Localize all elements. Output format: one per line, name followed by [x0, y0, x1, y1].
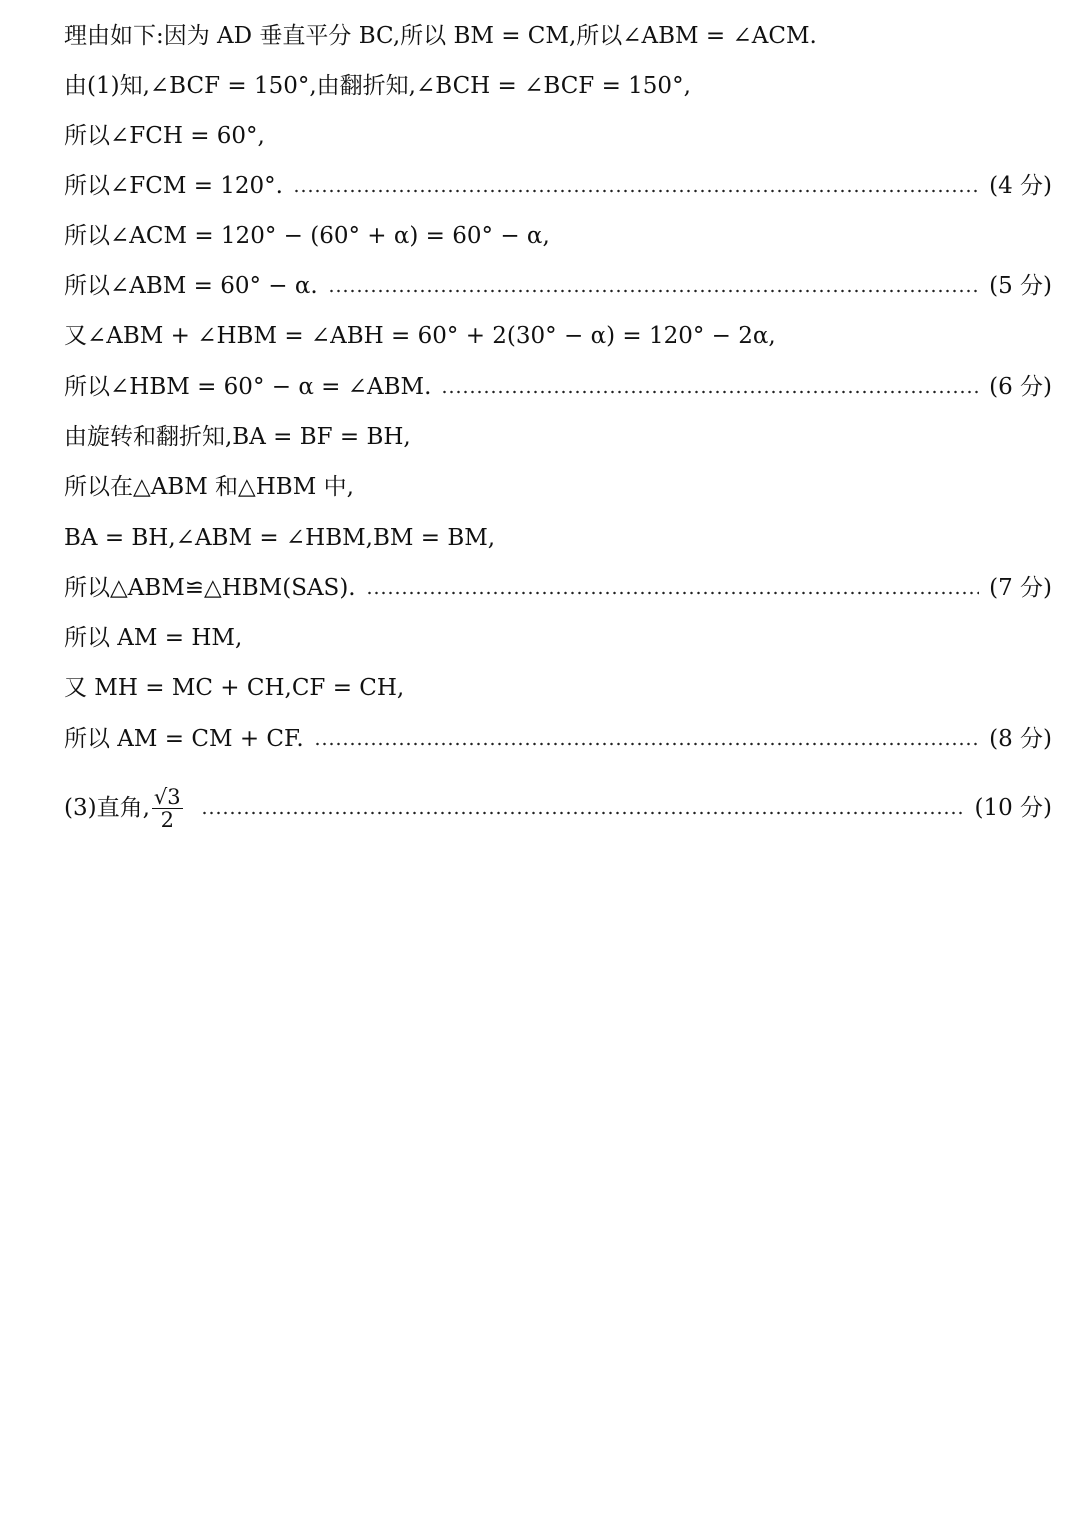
solution-text: 所以∠FCM = 120°.: [64, 173, 283, 199]
score-label: (7 分): [989, 575, 1052, 601]
solution-line-9: [64, 417, 1052, 457]
dot-leader: [328, 266, 979, 306]
solution-text: 所以 AM = CM + CF.: [64, 726, 304, 752]
part-3-line: [64, 780, 1052, 836]
solution-text: 由(1)知,∠BCF = 150°,由翻折知,∠BCH = ∠BCF = 150°,: [64, 73, 691, 99]
solution-line-15: [64, 719, 1052, 759]
solution-text: 理由如下:因为 AD 垂直平分 BC,所以 BM = CM,所以∠ABM = ∠ACM.: [64, 23, 817, 49]
solution-line-13: [64, 618, 1052, 658]
part-3-text: (3)直角,: [64, 795, 150, 821]
dot-leader: [201, 788, 965, 828]
solution-line-14: [64, 668, 1052, 708]
solution-text: 所以在△ABM 和△HBM 中,: [64, 474, 354, 500]
score-label: (5 分): [989, 273, 1052, 299]
score-label: (10 分): [974, 795, 1052, 821]
solution-line-7: [64, 316, 1052, 356]
solution-text: 所以 AM = HM,: [64, 625, 243, 651]
fraction-numerator: √3: [153, 784, 181, 809]
solution-line-12: [64, 568, 1052, 608]
solution-line-1: [64, 16, 1052, 56]
solution-text: 所以△ABM≌△HBM(SAS).: [64, 575, 356, 601]
score-label: (6 分): [989, 374, 1052, 400]
solution-line-10: [64, 467, 1052, 507]
solution-text: BA = BH,∠ABM = ∠HBM,BM = BM,: [64, 525, 496, 551]
solution-line-11: [64, 518, 1052, 558]
score-label: (4 分): [989, 173, 1052, 199]
solution-line-6: [64, 266, 1052, 306]
solution-text: 又∠ABM + ∠HBM = ∠ABH = 60° + 2(30° − α) = 120° − 2α,: [64, 323, 776, 349]
solution-line-5: [64, 216, 1052, 256]
solution-text: 由旋转和翻折知,BA = BF = BH,: [64, 424, 411, 450]
sqrt3-over-2-fraction: [152, 786, 183, 831]
fraction-denominator: 2: [160, 807, 174, 832]
dot-leader: [314, 719, 979, 759]
solution-text: 所以∠FCH = 60°,: [64, 123, 265, 149]
dot-leader: [366, 568, 980, 608]
solution-text: 所以∠HBM = 60° − α = ∠ABM.: [64, 374, 432, 400]
solution-line-4: [64, 166, 1052, 206]
solution-text: 所以∠ACM = 120° − (60° + α) = 60° − α,: [64, 223, 550, 249]
solution-line-8: [64, 367, 1052, 407]
dot-leader: [293, 166, 979, 206]
solution-line-2: [64, 66, 1052, 106]
solution-text: 又 MH = MC + CH,CF = CH,: [64, 675, 405, 701]
solution-text: 所以∠ABM = 60° − α.: [64, 273, 318, 299]
score-label: (8 分): [989, 726, 1052, 752]
dot-leader: [441, 367, 979, 407]
solution-line-3: [64, 116, 1052, 156]
